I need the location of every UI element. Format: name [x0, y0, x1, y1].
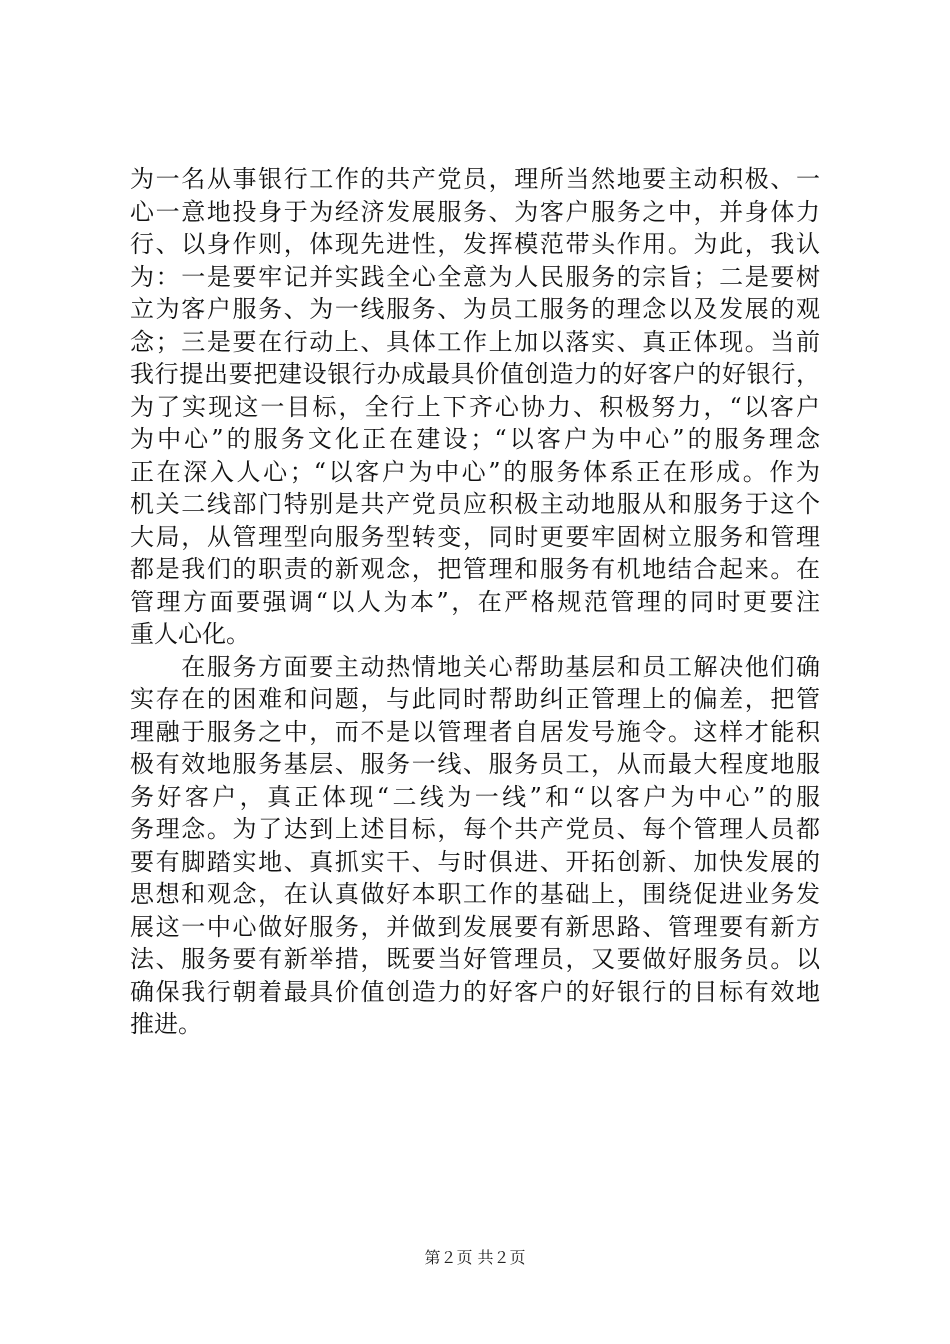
document-body: [130, 163, 820, 1041]
paragraph-line: 念；三是要在行动上、具体工作上加以落实、真正体现。当前: [130, 327, 820, 356]
paragraph-line: 为一名从事银行工作的共产党员，理所当然地要主动积极、一: [130, 165, 820, 193]
paragraph-line: 思想和观念，在认真做好本职工作的基础上，围绕促进业务发: [130, 880, 820, 908]
paragraph-1: [130, 163, 820, 651]
paragraph-2: [130, 651, 820, 1041]
paragraph-line: 为：一是要牢记并实践全心全意为人民服务的宗旨；二是要树: [130, 262, 820, 291]
paragraph-line: 务理念。为了达到上述目标，每个共产党员、每个管理人员都: [130, 815, 820, 843]
paragraph-line: 确保我行朝着最具价值创造力的好客户的好银行的目标有效地: [130, 977, 820, 1006]
paragraph-line: 都是我们的职责的新观念，把管理和服务有机地结合起来。在: [130, 555, 820, 583]
page-footer: [0, 1245, 950, 1268]
paragraph-line: 正在深入人心；“以客户为中心”的服务体系正在形成。作为: [130, 457, 820, 486]
paragraph-line: 推进。: [130, 1010, 202, 1038]
paragraph-line: 实存在的困难和问题，与此同时帮助纠正管理上的偏差，把管: [130, 685, 820, 713]
paragraph-line: 为中心”的服务文化正在建设；“以客户为中心”的服务理念: [130, 425, 820, 453]
paragraph-line: 法、服务要有新举措，既要当好管理员，又要做好服务员。以: [130, 945, 820, 973]
paragraph-line: 心一意地投身于为经济发展服务、为客户服务之中，并身体力: [130, 197, 820, 226]
paragraph-line: 行、以身作则，体现先进性，发挥模范带头作用。为此，我认: [130, 230, 820, 258]
paragraph-line: 重人心化。: [130, 620, 250, 648]
paragraph-line: 要有脚踏实地、真抓实干、与时俱进、开拓创新、加快发展的: [130, 847, 820, 876]
paragraph-line: 立为客户服务、为一线服务、为员工服务的理念以及发展的观: [130, 295, 820, 323]
paragraph-line: 极有效地服务基层、服务一线、服务员工，从而最大程度地服: [130, 750, 820, 778]
paragraph-line: 为了实现这一目标，全行上下齐心协力、积极努力，“以客户: [130, 392, 820, 421]
paragraph-line: 展这一中心做好服务，并做到发展要有新思路、管理要有新方: [130, 912, 820, 941]
page-number-label: 第２页 共２页: [424, 1248, 526, 1267]
paragraph-line: 在服务方面要主动热情地关心帮助基层和员工解决他们确: [130, 652, 820, 681]
paragraph-line: 务好客户，真正体现“二线为一线”和“以客户为中心”的服: [130, 782, 820, 811]
paragraph-line: 我行提出要把建设银行办成最具价值创造力的好客户的好银行，: [130, 360, 820, 388]
paragraph-line: 管理方面要强调“以人为本”，在严格规范管理的同时更要注: [130, 587, 820, 616]
paragraph-line: 大局，从管理型向服务型转变，同时更要牢固树立服务和管理: [130, 522, 820, 551]
paragraph-line: 机关二线部门特别是共产党员应积极主动地服从和服务于这个: [130, 490, 820, 518]
paragraph-line: 理融于服务之中，而不是以管理者自居发号施令。这样才能积: [130, 717, 820, 746]
